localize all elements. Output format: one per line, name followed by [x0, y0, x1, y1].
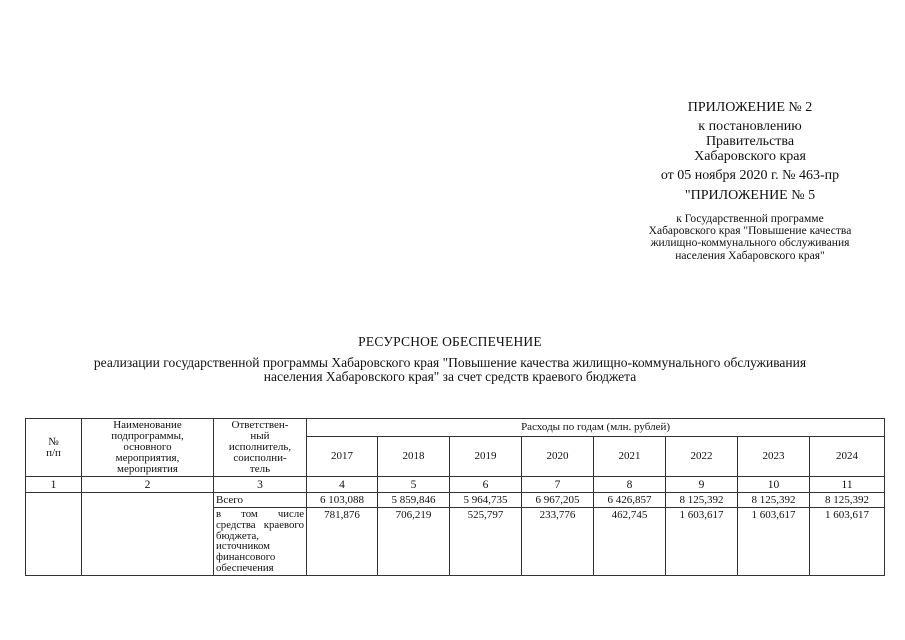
appendix-sub-3: жилищно-коммунального обслуживания: [650, 237, 850, 250]
document-subtitle-line-1: реализации государственной программы Хабаровского края "Повышение качества жилищно-коммунального обслуживания: [93, 355, 807, 370]
table-column-numbers-row: [26, 477, 885, 493]
appendix-header: [610, 100, 890, 262]
header-year: 2019: [450, 436, 522, 476]
appendix-line-4: от 05 ноября 2020 г. № 463-пр: [660, 168, 840, 184]
including-value: 233,776: [522, 508, 594, 576]
table-header-row-1: [26, 419, 885, 437]
total-value: 5 859,846: [378, 493, 450, 508]
including-value: 462,745: [594, 508, 666, 576]
header-year: 2024: [810, 436, 885, 476]
header-year: 2022: [666, 436, 738, 476]
header-year: 2021: [594, 436, 666, 476]
including-value: 1 603,617: [738, 508, 810, 576]
column-number: 7: [522, 477, 594, 493]
appendix-sub-4: населения Хабаровского края": [675, 249, 825, 262]
row-name-cell: [82, 493, 214, 576]
document-subtitle-line-2: населения Хабаровского края" за счет средств краевого бюджета: [263, 369, 637, 385]
column-number: 5: [378, 477, 450, 493]
appendix-line-1: к постановлению: [698, 119, 802, 135]
total-value: 5 964,735: [450, 493, 522, 508]
including-value: 525,797: [450, 508, 522, 576]
header-year: 2018: [378, 436, 450, 476]
row-number-cell: [26, 493, 82, 576]
document-title-block: [20, 334, 880, 384]
total-value: 6 967,205: [522, 493, 594, 508]
including-value: 1 603,617: [666, 508, 738, 576]
including-value: 1 603,617: [810, 508, 885, 576]
column-number: 2: [82, 477, 214, 493]
column-number: 6: [450, 477, 522, 493]
total-value: 8 125,392: [666, 493, 738, 508]
appendix-line-3: Хабаровского края: [694, 149, 806, 165]
header-year: 2020: [522, 436, 594, 476]
row-including-label: в том числе средства краевого бюджета, источником финансового обеспечения: [214, 508, 307, 576]
header-num: № п/п: [26, 419, 82, 477]
header-year: 2017: [307, 436, 378, 476]
column-number: 8: [594, 477, 666, 493]
resource-table: [25, 418, 885, 576]
column-number: 10: [738, 477, 810, 493]
column-number: 4: [307, 477, 378, 493]
appendix-title: ПРИЛОЖЕНИЕ № 2: [687, 100, 813, 115]
header-name: Наименование подпрограммы, основного мероприятия, мероприятия: [82, 419, 214, 477]
header-expenses: Расходы по годам (млн. рублей): [307, 419, 885, 437]
including-value: 706,219: [378, 508, 450, 576]
table-row-total: [26, 493, 885, 508]
document-title: РЕСУРСНОЕ ОБЕСПЕЧЕНИЕ: [358, 334, 542, 349]
total-value: 6 103,088: [307, 493, 378, 508]
total-value: 8 125,392: [738, 493, 810, 508]
column-number: 11: [810, 477, 885, 493]
appendix-inner-title: "ПРИЛОЖЕНИЕ № 5: [684, 187, 816, 203]
column-number: 3: [214, 477, 307, 493]
appendix-line-2: Правительства: [705, 134, 795, 150]
header-responsible: Ответствен- ный исполнитель, соисполни- тель: [214, 419, 307, 477]
header-year: 2023: [738, 436, 810, 476]
including-value: 781,876: [307, 508, 378, 576]
row-total-label: Всего: [214, 493, 307, 508]
total-value: 8 125,392: [810, 493, 885, 508]
column-number: 9: [666, 477, 738, 493]
appendix-sub-1: к Государственной программе: [676, 212, 824, 225]
column-number: 1: [26, 477, 82, 493]
total-value: 6 426,857: [594, 493, 666, 508]
appendix-sub-2: Хабаровского края "Повышение качества: [648, 225, 852, 238]
